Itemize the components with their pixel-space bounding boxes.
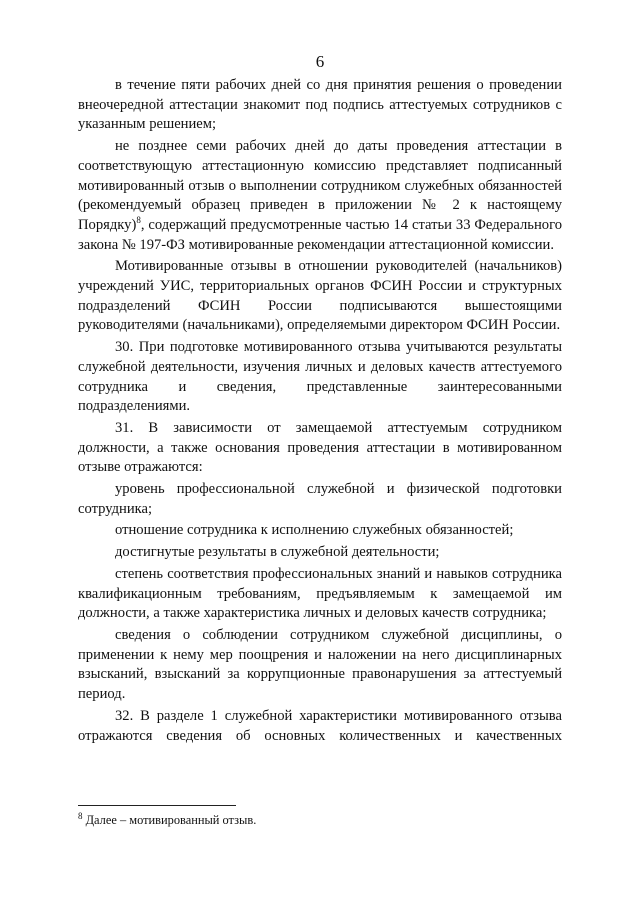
paragraph-item-30: 30. При подготовке мотивированного отзыва учитываются результаты служебной деятельности, изучения личных и деловых качеств аттестуемого сотрудника и сведения, представленные заинтересованными подразделениями. <box>78 339 562 415</box>
paragraph-achieved-results: достигнутые результаты в служебной деятельности; <box>115 544 440 561</box>
footnote-mark: 8 <box>78 810 83 821</box>
paragraph-item-31: 31. В зависимости от замещаемой аттестуемым сотрудником должности, а также основания проведения аттестации в мотивированном отзыве отражаются: <box>78 419 562 476</box>
footnote-separator <box>78 805 236 806</box>
footnote <box>78 812 562 828</box>
paragraph-training-level: уровень профессиональной служебной и физической подготовки сотрудника; <box>78 481 562 517</box>
paragraph-item-32: 32. В разделе 1 служебной характеристики мотивированного отзыва отражаются сведения об основных количественных и качественных <box>78 707 562 744</box>
paragraph-text-before-ref: не позднее семи рабочих дней до даты проведения аттестации в соответствующую аттестационную комиссию представляет подписанный мотивированный отзыв о выполнении сотрудником служебных обязанностей (рекомендуемый образец приведен в приложении № 2 к настоящему Порядку) <box>78 138 562 233</box>
paragraph-submit-review <box>78 137 562 255</box>
footnote-reference: 8 <box>136 215 141 226</box>
paragraph-heads-reviews: Мотивированные отзывы в отношении руководителей (начальников) учреждений УИС, территориальных органов ФСИН России и структурных подразделений ФСИН России подписываются вышестоящими руководителями (начальниками), определяемыми директором ФСИН России. <box>78 258 562 334</box>
paragraph-text-after-ref: , содержащий предусмотренные частью 14 статьи 33 Федерального закона № 197-ФЗ мотивированные рекомендации аттестационной комиссии. <box>78 216 562 253</box>
footnote-text: Далее – мотивированный отзыв. <box>82 813 257 827</box>
paragraph-attitude-duties: отношение сотрудника к исполнению служебных обязанностей; <box>115 522 514 539</box>
body-text <box>78 76 562 746</box>
page-number: 6 <box>315 52 325 71</box>
paragraph-discipline-info: сведения о соблюдении сотрудником служебной дисциплины, о применении к нему мер поощрения и наложении на него дисциплинарных взысканий, взысканий за коррупционные правонарушения за аттестуемый период. <box>78 626 562 703</box>
paragraph-competence-degree: степень соответствия профессиональных знаний и навыков сотрудника квалификационным требованиям, предъявляемым к замещаемой им должности, а также характеристика личных и деловых качеств сотрудника; <box>78 565 562 622</box>
paragraph-familiarize-decision: в течение пяти рабочих дней со дня принятия решения о проведении внеочередной аттестации знакомит под подпись аттестуемых сотрудников с указанным решением; <box>78 77 562 133</box>
